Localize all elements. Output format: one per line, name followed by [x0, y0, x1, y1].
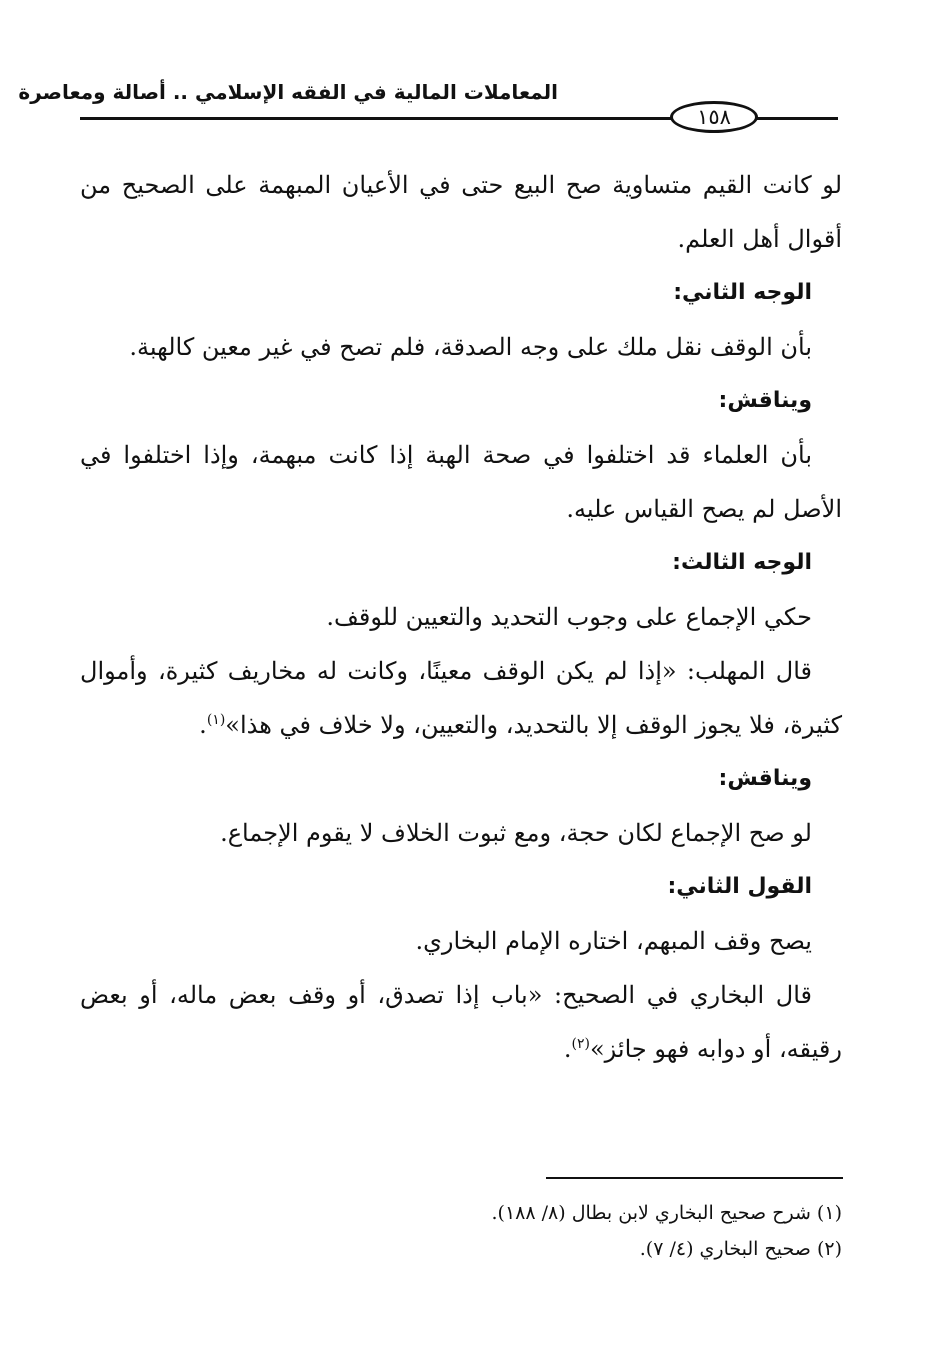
paragraph-4: حكي الإجماع على وجوب التحديد والتعيين للوقف.	[326, 603, 812, 631]
footnote-1: (١) شرح صحيح البخاري لابن بطال (٨/ ١٨٨).	[491, 1202, 842, 1224]
paragraph-1: لو كانت القيم متساوية صح البيع حتى في الأعيان المبهمة على الصحيح من أقوال أهل العلم.	[80, 171, 842, 253]
paragraph-5	[80, 644, 842, 752]
heading-second-opinion: القول الثاني:	[667, 874, 812, 899]
footnotes	[80, 1195, 842, 1267]
footnote-marker-2: (٢)	[571, 1036, 590, 1052]
paragraph-5-end: .	[199, 711, 207, 739]
paragraph-7: يصح وقف المبهم، اختاره الإمام البخاري.	[415, 927, 812, 955]
page-number: ١٥٨	[670, 101, 758, 133]
running-title: المعاملات المالية في الفقه الإسلامي .. أصالة ومعاصرة	[18, 80, 558, 104]
paragraph-5-text: قال المهلب: «إذا لم يكن الوقف معينًا، وكانت له مخاريف كثيرة، وأموال كثيرة، فلا يجوز الوقف إلا بالتحديد، والتعيين، ولا خلاف في هذا»	[80, 657, 842, 739]
paragraph-8-end: .	[563, 1035, 572, 1063]
paragraph-8-text: قال البخاري في الصحيح: «باب إذا تصدق، أو وقف بعض ماله، أو بعض رقيقه، أو دوابه فهو جائز»	[80, 981, 842, 1063]
paragraph-8	[80, 968, 842, 1076]
header-rule-left	[80, 117, 676, 120]
paragraph-6: لو صح الإجماع لكان حجة، ومع ثبوت الخلاف لا يقوم الإجماع.	[220, 819, 812, 847]
heading-discussion-1: ويناقش:	[718, 388, 812, 413]
footnote-2: (٢) صحيح البخاري (٤/ ٧).	[639, 1238, 842, 1260]
footnote-separator	[546, 1177, 843, 1179]
heading-second-aspect: الوجه الثاني:	[673, 280, 812, 305]
header-rule-right	[752, 117, 838, 120]
paragraph-2: بأن الوقف نقل ملك على وجه الصدقة، فلم تصح في غير معين كالهبة.	[129, 333, 812, 361]
body-text	[80, 158, 842, 1076]
heading-discussion-2: ويناقش:	[718, 766, 812, 791]
heading-third-aspect: الوجه الثالث:	[672, 550, 812, 575]
footnote-marker-1: (١)	[206, 712, 226, 728]
paragraph-3: بأن العلماء قد اختلفوا في صحة الهبة إذا كانت مبهمة، وإذا اختلفوا في الأصل لم يصح القياس عليه.	[80, 441, 842, 523]
